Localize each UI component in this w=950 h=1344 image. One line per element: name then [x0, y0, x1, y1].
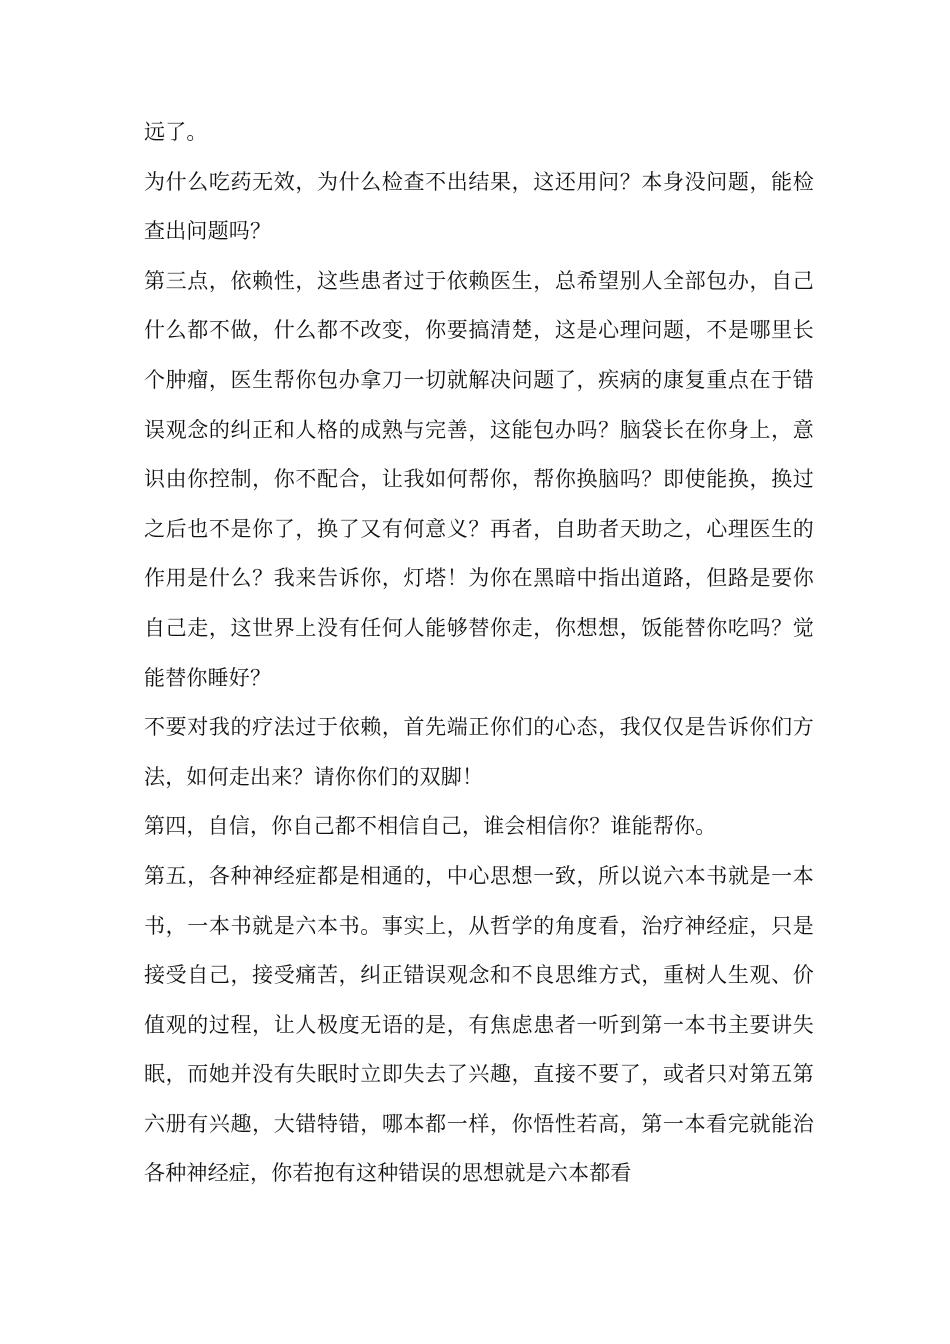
paragraph-2: 为什么吃药无效，为什么检查不出结果，这还用问？本身没问题，能检查出问题吗？ [144, 169, 814, 244]
paragraph-5: 第四，自信，你自己都不相信自己，谁会相信你？谁能帮你。 [144, 814, 717, 839]
paragraph-1: 远了。 [144, 120, 208, 144]
body-text [144, 108, 814, 1199]
paragraph-4: 不要对我的疗法过于依赖，首先端正你们的心态，我仅仅是告诉你们方法，如何走出来？请你你们的双脚！ [144, 715, 814, 789]
paragraph-6: 第五，各种神经症都是相通的，中心思想一致，所以说六本书就是一本书，一本书就是六本书。事实上，从哲学的角度看，治疗神经症，只是接受自己，接受痛苦，纠正错误观念和不良思维方式，重树人生观、价值观的过程，让人极度无语的是，有焦虑患者一听到第一本书主要讲失眠，而她并没有失眠时立即失去了兴趣，直接不要了，或者只对第五第六册有兴趣，大错特错，哪本都一样，你悟性若高，第一本看完就能治各种神经症，你若抱有这种错误的思想就是六本都看 [144, 863, 814, 1186]
paragraph-3: 第三点，依赖性，这些患者过于依赖医生，总希望别人全部包办，自己什么都不做，什么都不改变，你要搞清楚，这是心理问题，不是哪里长个肿瘤，医生帮你包办拿刀一切就解决问题了，疾病的康复重点在于错误观念的纠正和人格的成熟与完善，这能包办吗？脑袋长在你身上，意识由你控制，你不配合，让我如何帮你，帮你换脑吗？即使能换，换过之后也不是你了，换了又有何意义？再者，自助者天助之，心理医生的作用是什么？我来告诉你，灯塔！为你在黑暗中指出道路，但路是要你自己走，这世界上没有任何人能够替你走，你想想，饭能替你吃吗？觉能替你睡好？ [144, 268, 814, 690]
